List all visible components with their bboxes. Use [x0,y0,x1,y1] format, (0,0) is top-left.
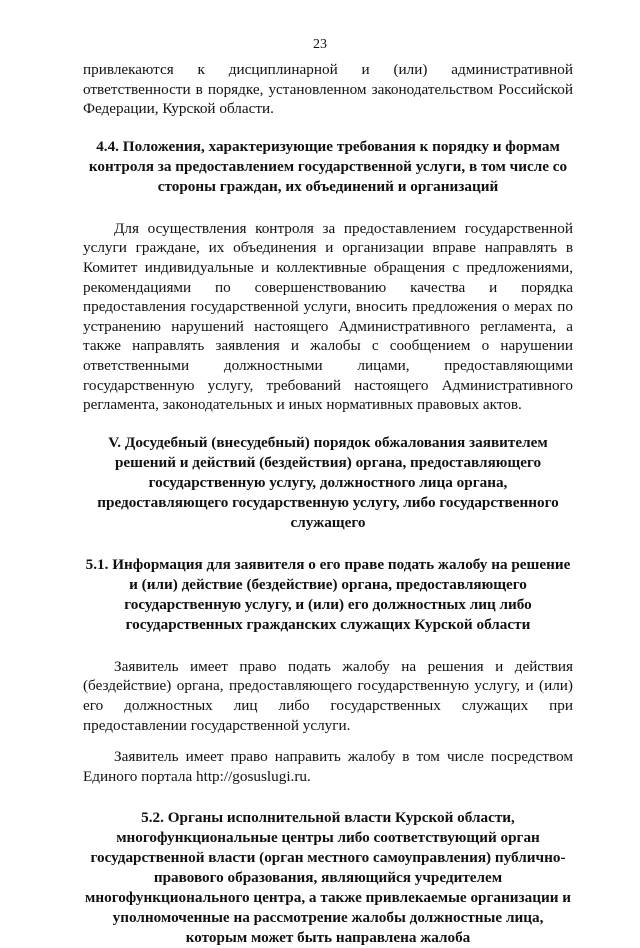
paragraph-portal: Заявитель имеет право направить жалобу в том числе посредством Единого портала http://gosuslugi.ru. [83,748,573,785]
section-heading-4-4: 4.4. Положения, характеризующие требования к порядку и формам контроля за предоставлением государственной услуги, в том числе со стороны граждан, их объединений и организаций [88,137,568,195]
section-heading-5-2: 5.2. Органы исполнительной власти Курской области, многофункциональные центры либо соответствующий орган государственной власти (орган местного самоуправления) публично-правового образования, являющийся учредителем многофункционального центра, а также привлекаемые организации и уполномоченные на рассмотрение жалобы должностные лица, которым может быть направлена жалоба [85,809,571,947]
document-body [83,60,573,948]
section-heading-5-1: 5.1. Информация для заявителя о его праве подать жалобу на решение и (или) действие (бездействие) органа, предоставляющего государственную услугу, и (или) его должностных лиц либо государственных гражданских служащих Курской области [85,555,571,633]
paragraph-control: Для осуществления контроля за предоставлением государственной услуги граждане, их объединения и организации вправе направлять в Комитет индивидуальные и коллективные обращения с предложениями, рекомендациями по совершенствованию качества и порядка предоставления государственной услуги, вносить предложения о мерах по устранению нарушений настоящего Административного регламента, а также направлять заявления и жалобы с сообщением о нарушении ответственными должностными лицами, предоставляющими государственную услугу, требований настоящего Административного регламента, законодательных и иных нормативных правовых актов. [83,219,573,414]
page-number: 23 [313,37,327,52]
paragraph-right-to-complain: Заявитель имеет право подать жалобу на решения и действия (бездействие) органа, предоставляющего государственную услугу, и (или) его должностных лиц либо государственных служащих при предоставлении государственной услуги. [83,657,573,734]
paragraph-continuation: привлекаются к дисциплинарной и (или) административной ответственности в порядке, установленном законодательством Российской Федерации, Курской области. [83,61,573,118]
chapter-heading-V: V. Досудебный (внесудебный) порядок обжалования заявителем решений и действий (бездействия) органа, предоставляющего государственную услугу, должностного лица органа, предоставляющего государственную услугу, либо государственного служащего [97,433,559,531]
